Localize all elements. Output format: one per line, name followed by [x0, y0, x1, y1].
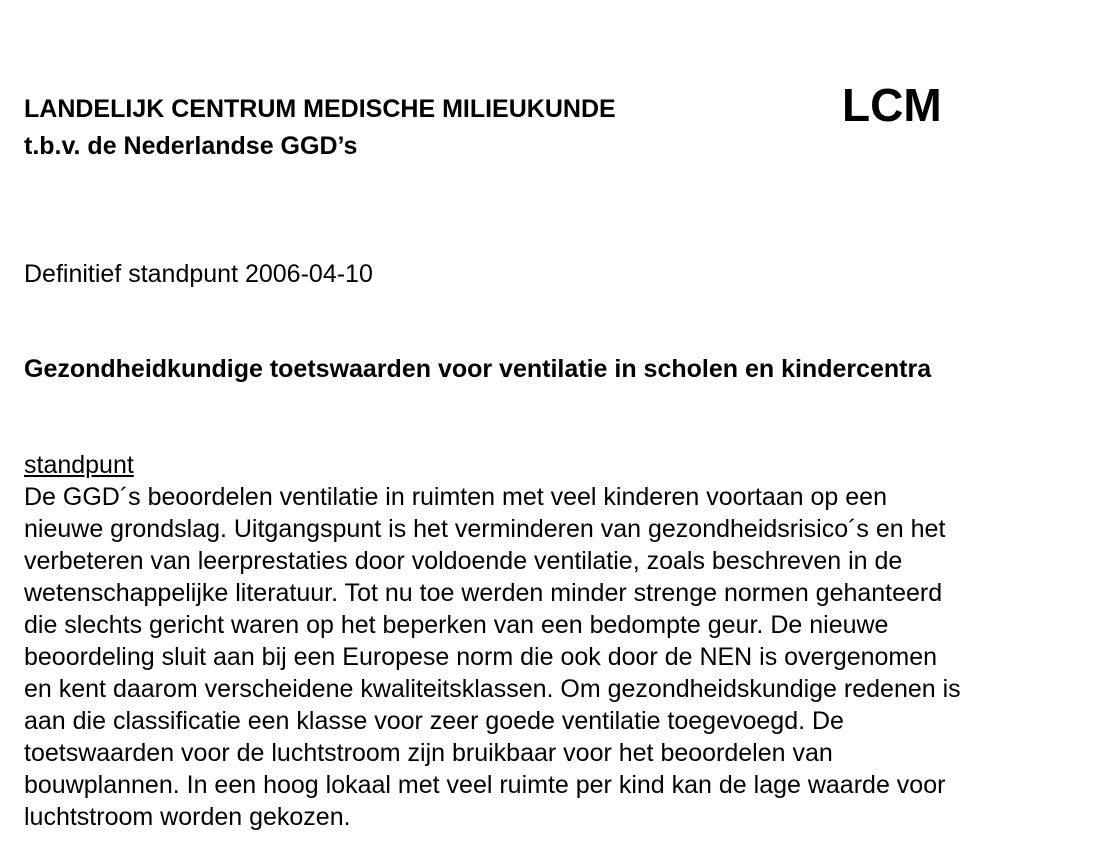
body-line: wetenschappelijke literatuur. Tot nu toe werden minder strenge normen gehanteerd: [24, 579, 943, 607]
body-paragraph: [24, 481, 1084, 833]
section-heading-standpunt: standpunt: [24, 451, 134, 479]
document-title: Gezondheidkundige toetswaarden voor ventilatie in scholen en kindercentra: [24, 355, 932, 383]
body-line: luchtstroom worden gekozen.: [24, 803, 351, 831]
body-line: toetswaarden voor de luchtstroom zijn bruikbaar voor het beoordelen van: [24, 739, 833, 767]
body-line: De GGD´s beoordelen ventilatie in ruimten met veel kinderen voortaan op een: [24, 483, 887, 511]
organization-name: LANDELIJK CENTRUM MEDISCHE MILIEUKUNDE: [24, 95, 616, 123]
body-line: aan die classificatie een klasse voor zeer goede ventilatie toegevoegd. De: [24, 707, 844, 735]
body-line: bouwplannen. In een hoog lokaal met veel ruimte per kind kan de lage waarde voor: [24, 771, 946, 799]
document-status-date: Definitief standpunt 2006-04-10: [24, 260, 373, 288]
body-line: verbeteren van leerprestaties door voldoende ventilatie, zoals beschreven in de: [24, 547, 903, 575]
body-line: en kent daarom verscheidene kwaliteitsklassen. Om gezondheidskundige redenen is: [24, 675, 961, 703]
body-line: nieuwe grondslag. Uitgangspunt is het verminderen van gezondheidsrisico´s en het: [24, 515, 946, 543]
body-line: beoordeling sluit aan bij een Europese norm die ook door de NEN is overgenomen: [24, 643, 938, 671]
body-line: die slechts gericht waren op het beperken van een bedompte geur. De nieuwe: [24, 611, 889, 639]
lcm-logo-text: LCM: [842, 79, 942, 131]
organization-subtitle: t.b.v. de Nederlandse GGD’s: [24, 132, 358, 160]
